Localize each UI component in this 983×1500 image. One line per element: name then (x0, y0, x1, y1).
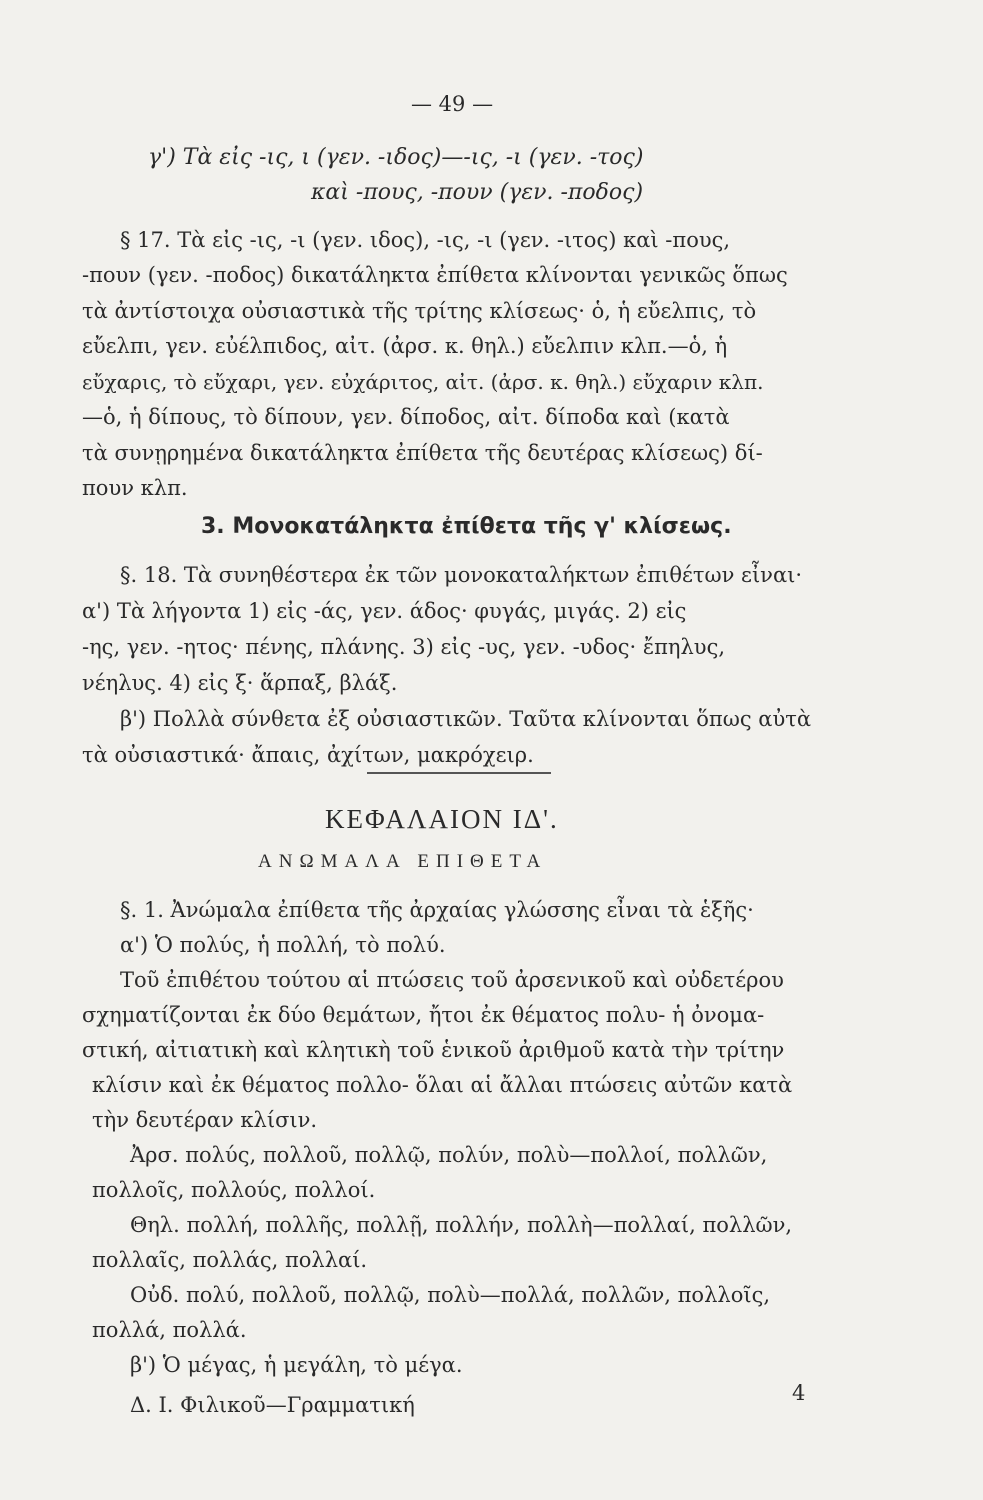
s1-line: πολλά, πολλά. (92, 1318, 247, 1342)
s1-line: α') Ὁ πολύς, ἡ πολλή, τὸ πολύ. (120, 933, 446, 957)
footer-signature: Δ. Ι. Φιλικοῦ—Γραμματική (130, 1393, 415, 1417)
chapter-title: ΚΕΦΑΛΑΙΟΝ ΙΔ'. (325, 804, 559, 834)
s1-line: στική, αἰτιατικὴ καὶ κλητικὴ τοῦ ἑνικοῦ ἀριθμοῦ κατὰ τὴν τρίτην (82, 1038, 785, 1062)
section3-title: 3. Μονοκατάληκτα ἐπίθετα τῆς γ' κλίσεως. (201, 514, 732, 539)
s1-line: κλίσιν καὶ ἐκ θέματος πολλο- ὅλαι αἱ ἄλλαι πτώσεις αὐτῶν κατὰ (92, 1073, 793, 1097)
heading-c-line2: καὶ -πους, -πουν (γεν. -ποδος) (311, 180, 644, 205)
s18-line: §. 18. Τὰ συνηθέστερα ἐκ τῶν μονοκαταλήκτων ἐπιθέτων εἶναι· (120, 563, 803, 587)
s1-line: τὴν δευτέραν κλίσιν. (92, 1108, 318, 1132)
s1-line: σχηματίζονται ἐκ δύο θεμάτων, ἤτοι ἐκ θέματος πολυ- ἡ ὀνομα- (82, 1003, 765, 1027)
s17-line: τὰ συνῃρημένα δικατάληκτα ἐπίθετα τῆς δευτέρας κλίσεως) δί- (82, 441, 763, 465)
s17-line: -πουν (γεν. -ποδος) δικατάληκτα ἐπίθετα κλίνονται γενικῶς ὅπως (82, 263, 788, 287)
s1-line: β') Ὁ μέγας, ἡ μεγάλη, τὸ μέγα. (130, 1353, 463, 1377)
chapter-subtitle: ΑΝΩΜΑΛΑ ΕΠΙΘΕΤΑ (258, 851, 548, 872)
s17-line: πουν κλπ. (82, 476, 188, 500)
s17-line: εὔελπι, γεν. εὐέλπιδος, αἰτ. (ἀρσ. κ. θηλ.) εὔελπιν κλπ.—ὁ, ἡ (82, 334, 728, 358)
page-number: — 49 — (411, 92, 494, 116)
footer-sheet-number: 4 (792, 1381, 806, 1405)
s17-line: εὔχαρις, τὸ εὔχαρι, γεν. εὐχάριτος, αἰτ. (ἀρσ. κ. θηλ.) εὔχαριν κλπ. (82, 370, 764, 394)
s1-line: Οὐδ. πολύ, πολλοῦ, πολλῷ, πολὺ—πολλά, πολλῶν, πολλοῖς, (130, 1283, 771, 1307)
s18-line: -ης, γεν. -ητος· πένης, πλάνης. 3) εἰς -υς, γεν. -υδος· ἔπηλυς, (82, 635, 726, 659)
s1-line: Τοῦ ἐπιθέτου τούτου αἱ πτώσεις τοῦ ἀρσενικοῦ καὶ οὐδετέρου (120, 968, 784, 992)
s1-line: πολλαῖς, πολλάς, πολλαί. (92, 1248, 368, 1272)
s18-line: τὰ οὐσιαστικά· ἄπαις, ἀχίτων, μακρόχειρ. (82, 743, 534, 767)
heading-c-line1: γ') Τὰ εἰς -ις, ι (γεν. -ιδος)—-ις, -ι (γεν. -τος) (148, 145, 644, 170)
s1-line: §. 1. Ἀνώμαλα ἐπίθετα τῆς ἀρχαίας γλώσσης εἶναι τὰ ἑξῆς· (120, 898, 754, 922)
s1-line: Θηλ. πολλή, πολλῆς, πολλῇ, πολλήν, πολλὴ—πολλαί, πολλῶν, (130, 1213, 793, 1237)
s18-line: α') Τὰ λήγοντα 1) εἰς -άς, γεν. άδος· φυγάς, μιγάς. 2) εἰς (82, 599, 687, 623)
s17-line: —ὁ, ἡ δίπους, τὸ δίπουν, γεν. δίποδος, αἰτ. δίποδα καὶ (κατὰ (82, 405, 730, 429)
s1-line: Ἀρσ. πολύς, πολλοῦ, πολλῷ, πολύν, πολὺ—πολλοί, πολλῶν, (130, 1143, 768, 1167)
section-divider (367, 772, 551, 774)
s18-line: β') Πολλὰ σύνθετα ἐξ οὐσιαστικῶν. Ταῦτα κλίνονται ὅπως αὐτὰ (120, 707, 812, 731)
s1-line: πολλοῖς, πολλούς, πολλοί. (92, 1178, 376, 1202)
s17-line: § 17. Τὰ εἰς -ις, -ι (γεν. ιδος), -ις, -ι (γεν. -ιτος) καὶ -πους, (120, 228, 731, 252)
s18-line: νέηλυς. 4) εἰς ξ· ἅρπαξ, βλάξ. (82, 671, 398, 695)
s17-line: τὰ ἀντίστοιχα οὐσιαστικὰ τῆς τρίτης κλίσεως· ὁ, ἡ εὔελπις, τὸ (82, 299, 757, 323)
